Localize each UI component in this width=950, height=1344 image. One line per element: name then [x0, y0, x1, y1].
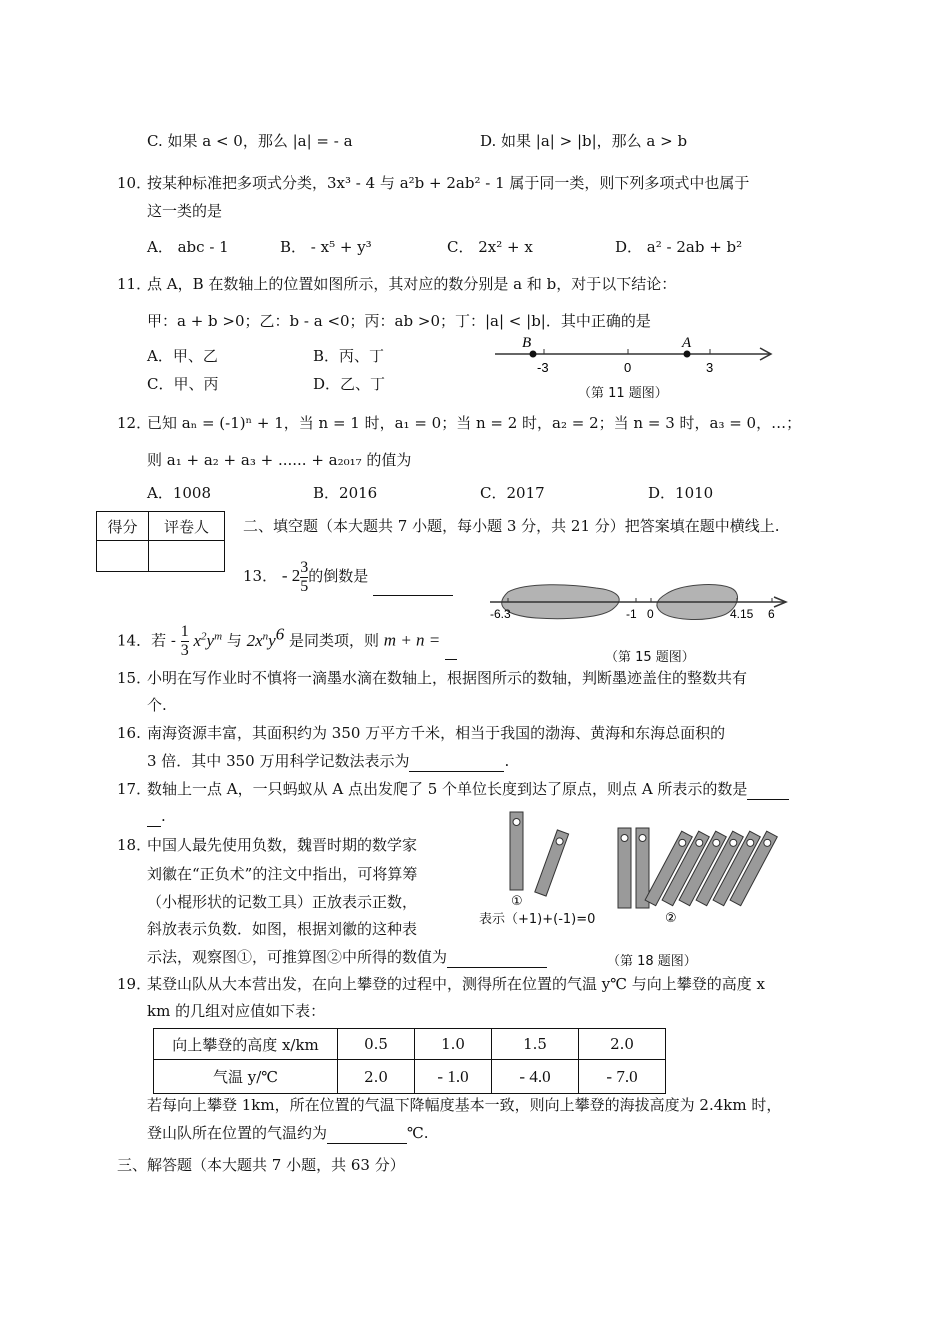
q13-sign: - 2	[281, 566, 301, 585]
q10-option-a: A． abc - 1	[147, 238, 229, 256]
q16-stem-text: 3 倍．其中 350 万用科学记数法表示为	[147, 752, 410, 770]
tick-label-minus1: -1	[626, 607, 637, 621]
q18-line2: 刘徽在“正负术”的注文中指出，可将算筹	[147, 865, 418, 883]
q18-line5-text: 示法，观察图①，可推算图②中所得的数值为	[147, 948, 448, 966]
q19-data-table	[153, 1028, 666, 1094]
q18-line1: 中国人最先使用负数，魏晋时期的数学家	[147, 836, 418, 854]
q11-option-c: C．甲、丙	[147, 375, 219, 393]
rod-slanted	[535, 830, 569, 896]
q11-option-d: D．乙、丁	[313, 375, 386, 393]
rod-slanted-body	[535, 830, 569, 896]
q12-option-d: D．1010	[648, 484, 714, 502]
q10-number: 10．	[117, 174, 152, 192]
q11-option-a: A．甲、乙	[147, 347, 218, 365]
q12-stem-line2: 则 a₁ + a₂ + a₃ + ...... + a₂₀₁₇ 的值为	[147, 451, 412, 469]
table-cell: 1.0	[415, 1029, 492, 1060]
q18-answer-blank[interactable]	[447, 951, 547, 968]
q12-option-c: C．2017	[480, 484, 545, 502]
section3-heading: 三、解答题（本大题共 7 小题，共 63 分）	[117, 1156, 405, 1174]
table-cell: 气温 y/℃	[154, 1060, 338, 1094]
tick-label-minus6-3: -6.3	[490, 607, 511, 621]
q14-fraction	[181, 623, 189, 660]
q14-end: 是同类项，则	[289, 631, 380, 650]
q9-option-d: D. 如果 |a| > |b|，那么 a > b	[480, 132, 688, 150]
label-b: B	[522, 335, 532, 351]
q13	[243, 558, 453, 596]
score-cell[interactable]	[97, 541, 149, 572]
q13-number: 13．	[243, 567, 278, 585]
rod-upright-dot	[513, 819, 520, 826]
q9-option-c: C. 如果 a < 0，那么 |a| = - a	[147, 132, 353, 150]
tick-label-0: 0	[624, 360, 632, 375]
table-cell: 1.5	[492, 1029, 579, 1060]
tick-label-6: 6	[768, 607, 775, 621]
q19-stem-line2: km 的几组对应值如下表：	[147, 1002, 326, 1020]
q15-stem-line1: 小明在写作业时不慎将一滴墨水滴在数轴上，根据图所示的数轴，判断墨迹盖住的整数共有	[147, 669, 748, 687]
table-cell: - 1.0	[415, 1060, 492, 1094]
q14-numerator: 1	[180, 623, 189, 641]
q15-ink-number-line	[486, 578, 796, 628]
q14-prefix: 14．若 -	[117, 631, 176, 650]
label-a: A	[682, 335, 692, 351]
q14-term1: $x^2y^m$	[193, 630, 223, 650]
q12-number: 12．	[117, 414, 152, 432]
grader-header: 评卷人	[149, 512, 225, 541]
point-b	[530, 351, 537, 358]
q19-after-line2	[147, 1122, 429, 1144]
q18-figure-2	[615, 818, 790, 928]
rod-upright-2-dot	[639, 835, 646, 842]
q19-answer-blank[interactable]	[327, 1127, 407, 1144]
q18-line3: （小棍形状的记数工具）正放表示正数，	[147, 893, 418, 911]
q11-number-line-figure	[490, 330, 780, 380]
q18-caption: （第 18 题图）	[607, 954, 697, 969]
tick-label-0: 0	[647, 607, 654, 621]
table-cell: 向上攀登的高度 x/km	[154, 1029, 338, 1060]
q13-denominator: 5	[300, 577, 309, 595]
q14-answer-blank[interactable]	[445, 643, 457, 660]
q10-option-b: B． - x⁵ + y³	[280, 238, 372, 256]
q18-line4: 斜放表示负数．如图，根据刘徽的这种表	[147, 920, 418, 938]
fig1-label: ①	[511, 894, 523, 909]
q12-stem-line1: 已知 aₙ = (-1)ⁿ + 1，当 n = 1 时，a₁ = 0；当 n = 2 时，a₂ = 2；当 n = 3 时，a₃ = 0，…；	[147, 414, 802, 432]
q11-option-b: B．丙、丁	[313, 347, 385, 365]
score-table	[96, 511, 225, 572]
q13-numerator: 3	[300, 558, 309, 576]
q14-mn: m + n =	[383, 630, 441, 650]
q17-line2: .	[147, 805, 166, 827]
fig2-label: ②	[665, 911, 677, 926]
q19-after-text: 登山队所在位置的气温约为	[147, 1124, 328, 1142]
q17-stem-text: 数轴上一点 A，一只蚂蚁从 A 点出发爬了 5 个单位长度到达了原点，则点 A 所表示的数是	[147, 780, 748, 798]
table-cell: - 4.0	[492, 1060, 579, 1094]
q15-caption: （第 15 题图）	[605, 650, 695, 665]
q14-mid: 与	[226, 631, 242, 650]
tick-label-4-15: 4.15	[730, 607, 754, 621]
table-row	[154, 1029, 666, 1060]
q10-option-c: C． 2x² + x	[447, 238, 533, 256]
q11-caption: （第 11 题图）	[578, 386, 668, 401]
table-row	[154, 1060, 666, 1094]
tick-label-minus3: -3	[537, 360, 549, 375]
grader-cell[interactable]	[149, 541, 225, 572]
q16-number: 16.	[117, 724, 141, 742]
tick-label-3: 3	[706, 360, 714, 375]
q12-option-a: A．1008	[147, 484, 212, 502]
q17-answer-blank-b[interactable]	[147, 810, 161, 827]
q11-stem-line2: 甲：a + b >0；乙：b - a <0；丙：ab >0；丁：|a| < |b|．其中正确的是	[147, 312, 651, 330]
q18-fig1-caption: 表示（+1)+(-1)=0	[479, 912, 596, 927]
q16-answer-blank[interactable]	[409, 755, 504, 772]
table-cell: 0.5	[338, 1029, 415, 1060]
q17-answer-blank-a[interactable]	[747, 783, 789, 800]
q13-suffix: 的倒数是	[308, 567, 369, 585]
q11-number: 11．	[117, 275, 152, 293]
q19-stem-line1: 某登山队从大本营出发，在向上攀登的过程中，测得所在位置的气温 y℃ 与向上攀登的高度 x	[147, 975, 766, 993]
q10-stem-line1: 按某种标准把多项式分类，3x³ - 4 与 a²b + 2ab² - 1 属于同一类，则下列多项式中也属于	[147, 174, 750, 192]
q10-stem-line2: 这一类的是	[147, 202, 223, 220]
section2-heading: 二、填空题（本大题共 7 小题，每小题 3 分，共 21 分）把答案填在题中横线上.	[243, 517, 780, 535]
q15-number: 15．	[117, 669, 152, 687]
q17-stem	[147, 778, 789, 800]
table-cell: 2.0	[579, 1029, 666, 1060]
rod-upright-1-dot	[621, 835, 628, 842]
q14-term2: $2x^ny^6$	[246, 624, 285, 650]
q19-after-line1: 若每向上攀登 1km，所在位置的气温下降幅度基本一致，则向上攀登的海拔高度为 2.4km 时，	[147, 1096, 782, 1114]
table-cell: 2.0	[338, 1060, 415, 1094]
q16-stem-line1: 南海资源丰富，其面积约为 350 万平方千米，相当于我国的渤海、黄海和东海总面积的	[147, 724, 726, 742]
table-cell: - 7.0	[579, 1060, 666, 1094]
q14-denominator: 3	[180, 642, 189, 660]
q15-stem-line2: 个.	[147, 696, 167, 714]
q12-option-b: B．2016	[313, 484, 378, 502]
q19-number: 19．	[117, 975, 152, 993]
q11-stem-line1: 点 A，B 在数轴上的位置如图所示，其对应的数分别是 a 和 b，对于以下结论：	[147, 275, 677, 293]
q13-answer-blank[interactable]	[373, 579, 453, 596]
q18-number: 18．	[117, 836, 152, 854]
point-a	[684, 351, 691, 358]
q18-figure-1	[505, 810, 585, 910]
q10-option-d: D． a² - 2ab + b²	[615, 238, 743, 256]
q17-number: 17．	[117, 780, 152, 798]
q19-unit: ℃.	[407, 1124, 429, 1142]
q16-stem-line2: 3 倍．其中 350 万用科学记数法表示为 .	[147, 752, 510, 770]
q14	[117, 616, 457, 660]
score-header: 得分	[97, 512, 149, 541]
q18-line5	[147, 946, 547, 968]
